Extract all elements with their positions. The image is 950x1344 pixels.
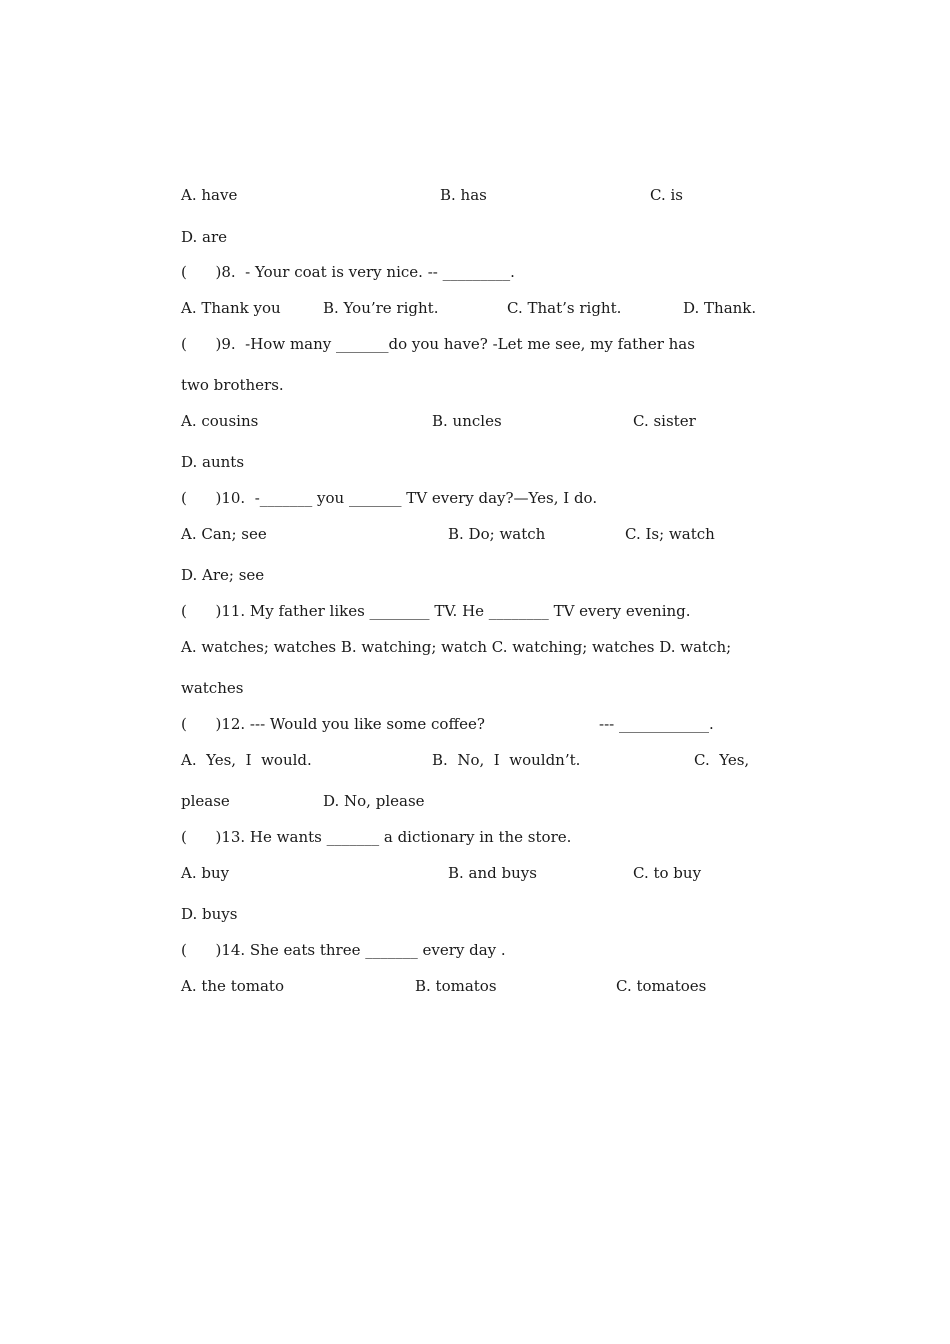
q10-option-a: A. Can; see — [181, 525, 267, 543]
q9-option-a: A. cousins — [181, 412, 259, 430]
q13-stem: ( )13. He wants _______ a dictionary in the store. — [181, 828, 572, 846]
q9-option-d: D. aunts — [181, 453, 245, 471]
q11-options-continued: watches — [181, 679, 244, 697]
q9-stem: ( )9. -How many _______do you have? -Let me see, my father has — [181, 335, 695, 353]
q12-option-c: C. Yes, — [694, 751, 750, 769]
q8-option-b: B. You’re right. — [323, 299, 439, 317]
q10-option-b: B. Do; watch — [448, 525, 546, 543]
q8-option-c: C. That’s right. — [507, 299, 622, 317]
q9-stem-continued: two brothers. — [181, 376, 284, 394]
q14-option-c: C. tomatoes — [616, 977, 707, 995]
q7-option-a: A. have — [181, 186, 238, 204]
q8-option-d: D. Thank. — [683, 299, 757, 317]
q10-stem: ( )10. -_______ you _______ TV every day?—Yes, I do. — [181, 489, 598, 507]
q8-stem: ( )8. - Your coat is very nice. -- _________. — [181, 263, 515, 281]
q9-option-c: C. sister — [633, 412, 696, 430]
q7-option-c: C. is — [650, 186, 683, 204]
q14-option-a: A. the tomato — [181, 977, 284, 995]
q10-option-c: C. Is; watch — [625, 525, 715, 543]
q8-option-a: A. Thank you — [181, 299, 281, 317]
q12-stem: ( )12. --- Would you like some coffee? — [181, 715, 485, 733]
q13-option-c: C. to buy — [633, 864, 702, 882]
q13-option-a: A. buy — [181, 864, 230, 882]
q11-options: A. watches; watches B. watching; watch C. watching; watches D. watch; — [181, 638, 732, 656]
q14-option-b: B. tomatos — [415, 977, 497, 995]
q12-option-b: B. No, I wouldn’t. — [432, 751, 581, 769]
q12-option-a: A. Yes, I would. — [181, 751, 312, 769]
q10-option-d: D. Are; see — [181, 566, 265, 584]
q12-option-d: D. No, please — [323, 792, 425, 810]
q12-option-c-continued: please — [181, 792, 230, 810]
q13-option-d: D. buys — [181, 905, 238, 923]
q7-option-d: D. are — [181, 228, 228, 246]
q9-option-b: B. uncles — [432, 412, 502, 430]
q7-option-b: B. has — [440, 186, 487, 204]
q14-stem: ( )14. She eats three _______ every day . — [181, 941, 506, 959]
q12-stem-answer-blank: --- ____________. — [599, 715, 714, 733]
q13-option-b: B. and buys — [448, 864, 537, 882]
q11-stem: ( )11. My father likes ________ TV. He ________ TV every evening. — [181, 602, 691, 620]
